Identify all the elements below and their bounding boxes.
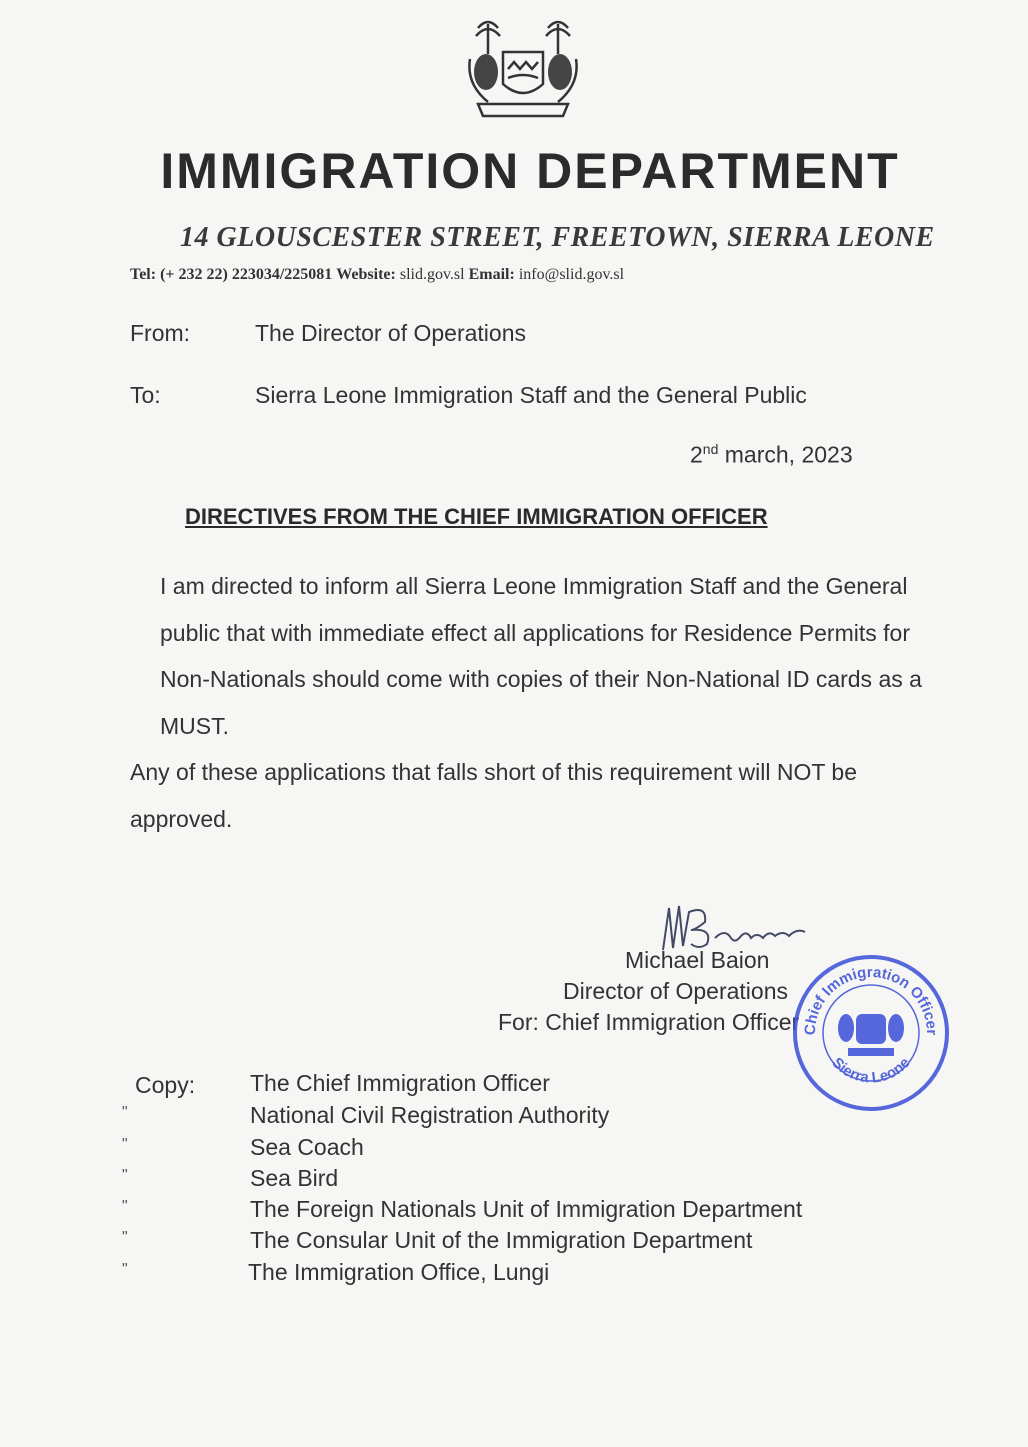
contact-line [130,266,624,284]
from-label: From: [130,320,191,346]
email-label: Email: [468,266,515,283]
stamp-bottom-text: Sierra Leone [828,1054,914,1087]
ditto-mark: " [122,1136,128,1153]
memo-date [690,441,853,469]
copy-recipient: National Civil Registration Authority [250,1102,610,1128]
department-address: 14 GLOUSCESTER STREET, FREETOWN, SIERRA LEONE [180,222,935,253]
ditto-mark: " [122,1167,128,1184]
paragraph-1: I am directed to inform all Sierra Leone Immigration Staff and the General public that with immediate effect all applications for Residence Permits for Non-Nationals should come with copies of their Non-National ID cards as a MUST. [160,573,922,739]
website-label: Website: [336,266,396,283]
copy-recipient: The Consular Unit of the Immigration Department [250,1227,753,1253]
copy-recipient: The Foreign Nationals Unit of Immigration Department [250,1196,803,1222]
to-label: To: [130,382,161,408]
ditto-mark: " [122,1229,128,1246]
department-title: IMMIGRATION DEPARTMENT [160,143,900,199]
official-stamp [790,952,952,1114]
copy-label: Copy: [135,1072,196,1098]
directive-heading: DIRECTIVES FROM THE CHIEF IMMIGRATION OFFICER [185,504,768,529]
paragraph-2: Any of these applications that falls short of this requirement will NOT be approved. [130,759,857,832]
to-value: Sierra Leone Immigration Staff and the General Public [255,382,807,408]
date-suffix: nd [702,441,719,457]
ditto-mark: " [122,1261,128,1278]
tel-value: (+ 232 22) 223034/225081 [160,266,333,283]
copy-recipient: The Chief Immigration Officer [250,1070,550,1096]
copy-recipient: Sea Bird [250,1165,339,1191]
email-value: info@slid.gov.sl [518,266,625,283]
copy-recipient: Sea Coach [250,1134,364,1160]
signatory-name: Michael Baion [625,947,770,973]
ditto-mark: " [122,1104,128,1121]
date-day: 2 [690,441,703,468]
website-value: slid.gov.sl [399,266,465,283]
tel-label: Tel: [130,266,157,283]
directive-body [130,563,930,842]
ditto-mark: " [122,1198,128,1215]
from-value: The Director of Operations [255,320,527,346]
stamp-crest-icon [838,1014,904,1056]
svg-text:Sierra Leone [828,1054,913,1086]
date-rest: march, 2023 [718,441,853,468]
stamp-top-text: Chief Immigration Officer [801,963,941,1036]
signatory-position: Director of Operations [563,978,788,1004]
coat-of-arms-icon [458,14,588,124]
signatory-for-line: For: Chief Immigration Officer [498,1009,800,1035]
copy-recipient: The Immigration Office, Lungi [248,1259,550,1285]
